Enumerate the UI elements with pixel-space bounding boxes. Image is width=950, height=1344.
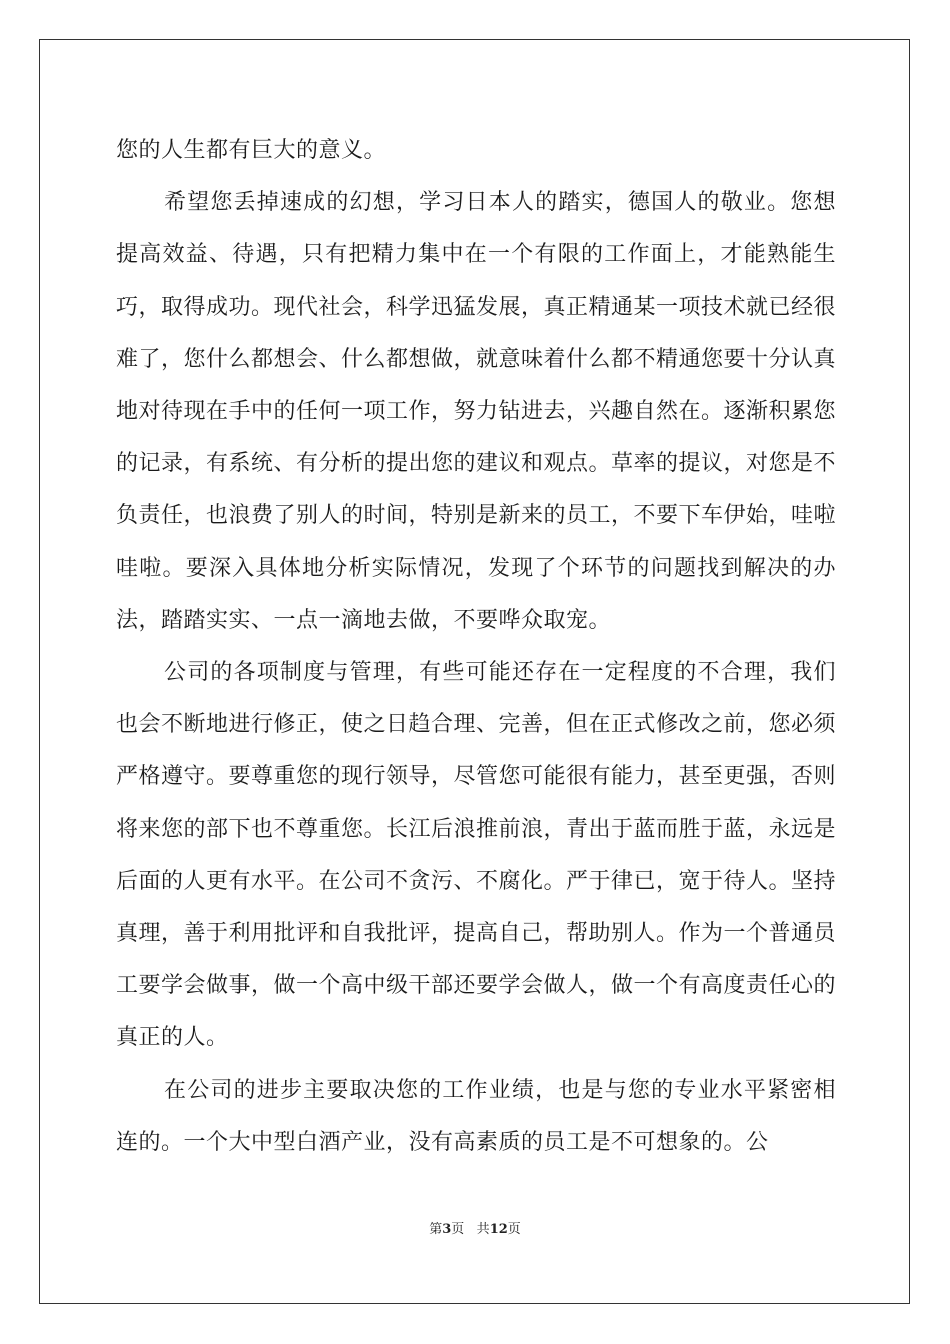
current-page-number: 3: [442, 1222, 452, 1237]
paragraph-2: 希望您丢掉速成的幻想，学习日本人的踏实，德国人的敬业。您想提高效益、待遇，只有把精力集中在一个有限的工作面上，才能熟能生巧，取得成功。现代社会，科学迅猛发展，真正精通某一项技术就已经很难了，您什么都想会、什么都想做，就意味着什么都不精通您要十分认真地对待现在手中的任何一项工作，努力钻进去，兴趣自然在。逐渐积累您的记录，有系统、有分析的提出您的建议和观点。草率的提议，对您是不负责任，也浪费了别人的时间，特别是新来的员工，不要下车伊始，哇啦哇啦。要深入具体地分析实际情况，发现了个环节的问题找到解决的办法，踏踏实实、一点一滴地去做，不要哗众取宠。: [116, 190, 837, 633]
total-page-number: 12: [489, 1222, 508, 1237]
paragraph-3: 公司的各项制度与管理，有些可能还存在一定程度的不合理，我们也会不断地进行修正，使之日趋合理、完善，但在正式修改之前，您必须严格遵守。要尊重您的现行领导，尽管您可能很有能力，甚至更强，否则将来您的部下也不尊重您。长江后浪推前浪，青出于蓝而胜于蓝，永远是后面的人更有水平。在公司不贪污、不腐化。严于律已，宽于待人。坚持真理，善于利用批评和自我批评，提高自己，帮助别人。作为一个普通员工要学会做事，做一个高中级干部还要学会做人，做一个有高度责任心的真正的人。: [116, 660, 837, 1051]
page-unit: 页: [451, 1222, 465, 1237]
document-body: [116, 125, 836, 1169]
total-unit: 页: [507, 1222, 521, 1237]
paragraph-4: 在公司的进步主要取决您的工作业绩，也是与您的专业水平紧密相连的。一个大中型白酒产业，没有高素质的员工是不可想象的。公: [116, 1077, 836, 1155]
paragraph-1: 您的人生都有巨大的意义。: [116, 138, 387, 163]
page-prefix: 第: [429, 1222, 443, 1237]
page-footer: [0, 1218, 950, 1237]
total-prefix: 共: [476, 1222, 490, 1237]
